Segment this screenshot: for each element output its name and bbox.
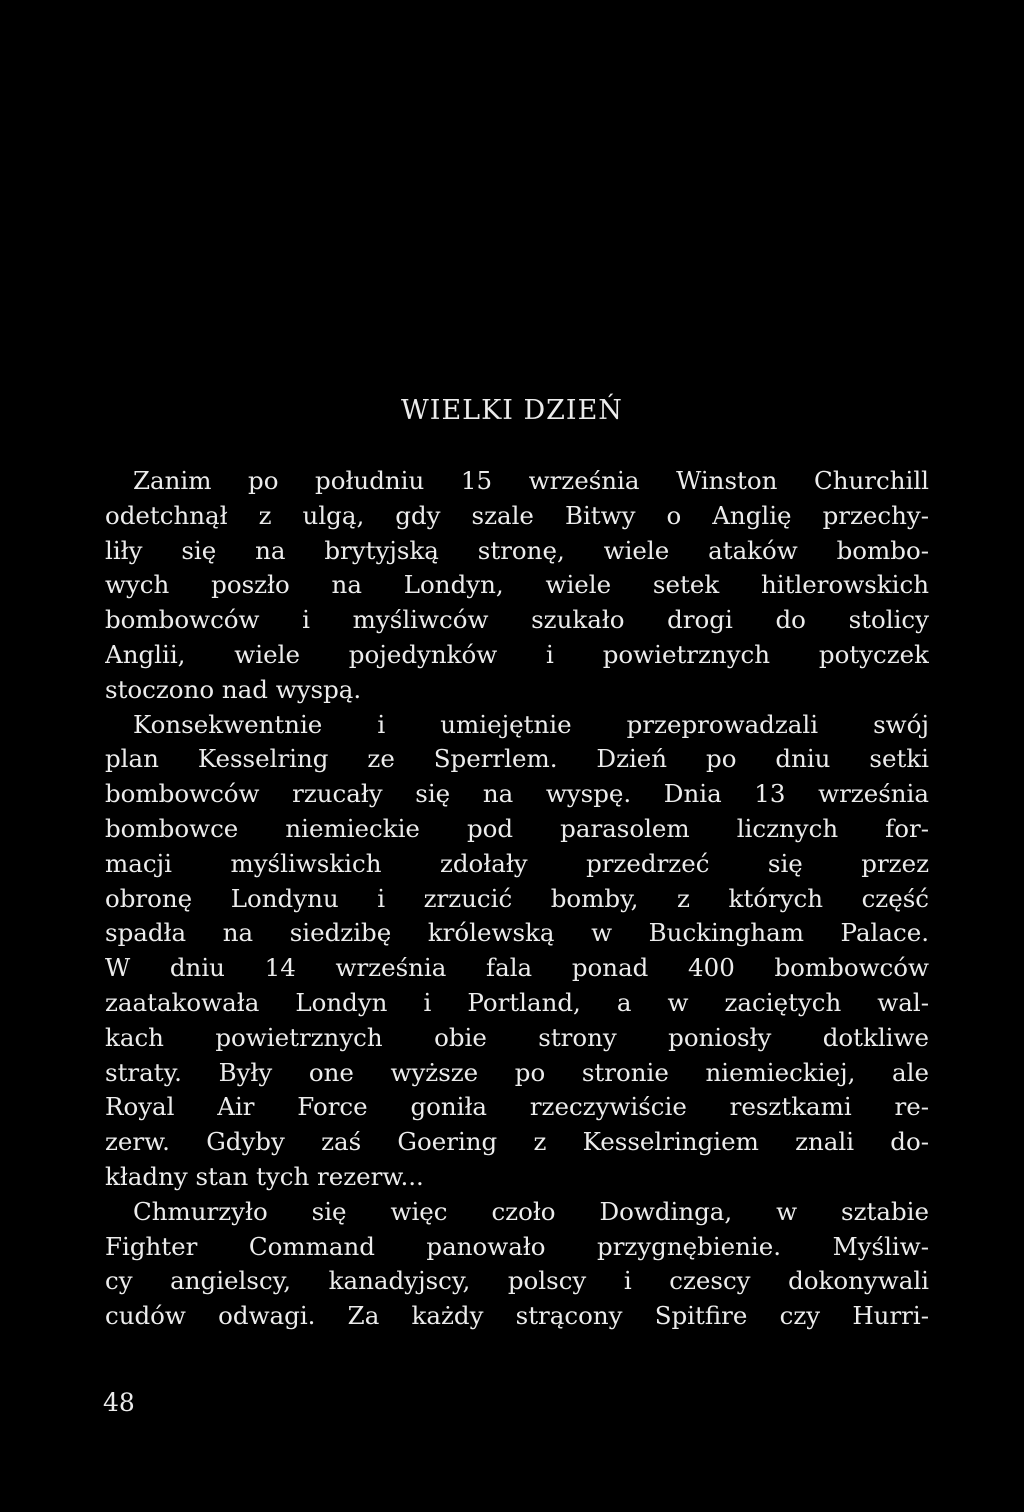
text-line: Royal Air Force goniła rzeczywiście resztkami re- — [105, 1092, 929, 1122]
text-line: Chmurzyło się więc czoło Dowdinga, w sztabie — [133, 1196, 929, 1226]
paragraph-2 — [105, 708, 929, 1195]
text-line: macji myśliwskich zdołały przedrzeć się przez — [105, 848, 929, 878]
paragraph-1 — [105, 464, 929, 708]
text-line: liły się na brytyjską stronę, wiele ataków bombo- — [105, 535, 929, 565]
text-line: zerw. Gdyby zaś Goering z Kesselringiem znali do- — [105, 1127, 929, 1157]
text-line: stoczono nad wyspą. — [105, 674, 362, 704]
text-line: cudów odwagi. Za każdy strącony Spitfire czy Hurri- — [105, 1301, 929, 1331]
text-line: straty. Były one wyższe po stronie niemieckiej, ale — [105, 1057, 929, 1087]
text-line: wych poszło na Londyn, wiele setek hitlerowskich — [105, 570, 929, 600]
paragraph-3 — [105, 1195, 929, 1334]
text-line: Konsekwentnie i umiejętnie przeprowadzali swój — [133, 709, 929, 739]
text-line: obronę Londynu i zrzucić bomby, z których część — [105, 883, 929, 913]
text-line: odetchnął z ulgą, gdy szale Bitwy o Anglię przechy- — [105, 500, 929, 530]
text-line: Fighter Command panowało przygnębienie. Myśliw- — [105, 1231, 929, 1261]
text-line: Zanim po południu 15 września Winston Churchill — [133, 466, 929, 495]
body-text — [105, 464, 929, 1334]
chapter-title: WIELKI DZIEŃ — [401, 395, 623, 426]
text-line: zaatakowała Londyn i Portland, a w zaciętych wal- — [105, 987, 929, 1017]
text-line: kach powietrznych obie strony poniosły dotkliwe — [105, 1022, 929, 1052]
text-line: spadła na siedzibę królewską w Buckingham Palace. — [105, 918, 929, 948]
text-line: bombowców rzucały się na wyspę. Dnia 13 września — [105, 779, 929, 809]
text-line: bombowców i myśliwców szukało drogi do stolicy — [105, 605, 929, 635]
page-number: 48 — [103, 1388, 135, 1417]
text-line: kładny stan tych rezerw... — [105, 1161, 424, 1191]
text-line: Anglii, wiele pojedynków i powietrznych potyczek — [105, 639, 929, 669]
text-line: bombowce niemieckie pod parasolem licznych for- — [105, 813, 929, 843]
text-line: W dniu 14 września fala ponad 400 bombowców — [105, 953, 929, 983]
text-line: cy angielscy, kanadyjscy, polscy i czescy dokonywali — [105, 1266, 929, 1296]
text-line: plan Kesselring ze Sperrlem. Dzień po dniu setki — [105, 744, 929, 774]
